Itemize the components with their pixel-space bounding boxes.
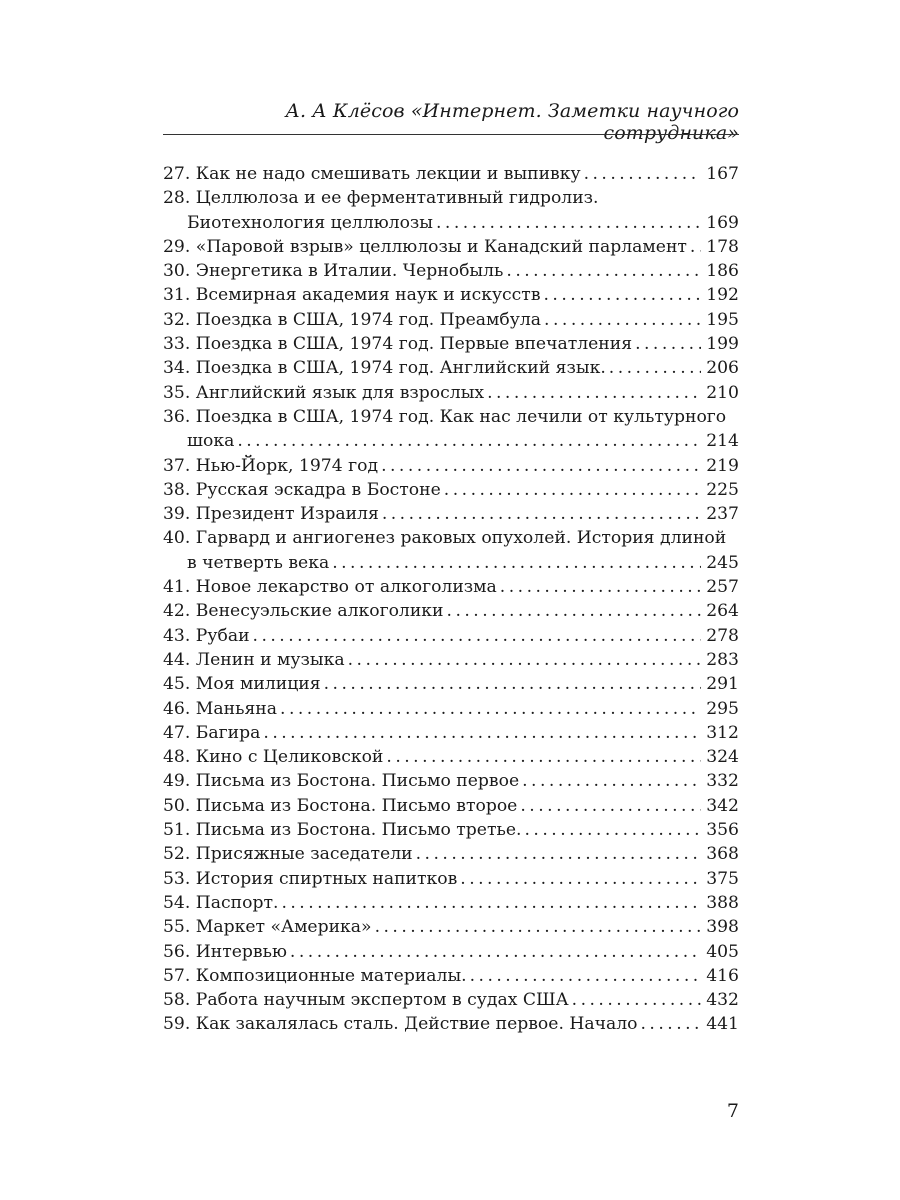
toc-entry xyxy=(163,964,739,988)
toc-entry xyxy=(163,648,739,672)
toc-entry-title: 54. Паспорт. xyxy=(163,892,279,913)
toc-entry-title: 32. Поездка в США, 1974 год. Преамбула xyxy=(163,309,542,330)
toc-entry xyxy=(163,988,739,1012)
page-number: 7 xyxy=(726,1100,739,1122)
toc-entry-title: 47. Багира xyxy=(163,722,261,743)
dot-leader xyxy=(253,624,702,648)
dot-leader xyxy=(544,308,701,332)
dot-leader xyxy=(524,818,701,842)
toc-entry-title: 27. Как не надо смешивать лекции и выпивку xyxy=(163,164,581,184)
dot-leader xyxy=(487,381,701,405)
toc-entry-page: 375 xyxy=(706,868,739,889)
toc-entry xyxy=(163,454,739,478)
toc-entry-title: 55. Маркет «Америка» xyxy=(163,917,372,938)
toc-entry-page: 291 xyxy=(706,674,739,695)
toc-entry xyxy=(163,381,739,405)
toc-entry-page: 225 xyxy=(706,479,739,500)
toc-entry-page: 342 xyxy=(706,795,739,816)
toc-entry-title: 48. Кино с Целиковской xyxy=(163,747,384,768)
toc-entry xyxy=(163,769,739,793)
toc-entry xyxy=(163,940,739,964)
toc-entry xyxy=(163,599,739,623)
toc-entry-page: 416 xyxy=(706,965,739,986)
toc-entry xyxy=(163,842,739,866)
dot-leader xyxy=(263,721,701,745)
toc-entry xyxy=(163,891,739,915)
toc-entry xyxy=(163,745,739,769)
dot-leader xyxy=(506,259,701,283)
toc-entry-title: 44. Ленин и музыка xyxy=(163,649,345,670)
toc-entry-title: 58. Работа научным экспертом в судах США xyxy=(163,990,569,1011)
dot-leader xyxy=(641,1012,702,1036)
toc-entry xyxy=(163,575,739,599)
toc-entry-title: 59. Как закалялась сталь. Действие первое. Начало xyxy=(163,1014,638,1035)
dot-leader xyxy=(544,283,702,307)
toc-entry-title: 41. Новое лекарство от алкоголизма xyxy=(163,577,497,598)
table-of-contents xyxy=(163,162,739,1037)
toc-entry-page: 206 xyxy=(706,358,739,379)
toc-entry-page: 283 xyxy=(706,649,739,670)
toc-entry-page: 210 xyxy=(706,382,739,403)
toc-entry-title: 52. Присяжные заседатели xyxy=(163,844,413,865)
toc-entry xyxy=(163,332,739,356)
dot-leader xyxy=(290,940,701,964)
running-header: А. А Клёсов «Интернет. Заметки научного сотрудника» xyxy=(285,100,739,144)
toc-entry xyxy=(163,672,739,696)
dot-leader xyxy=(520,794,701,818)
toc-entry-title: 33. Поездка в США, 1974 год. Первые впечатления xyxy=(163,334,633,355)
toc-entry xyxy=(163,308,739,332)
toc-entry-page: 332 xyxy=(706,771,739,792)
dot-leader xyxy=(280,697,701,721)
dot-leader xyxy=(375,915,702,939)
toc-entry-title: 42. Венесуэльские алкоголики xyxy=(163,601,444,622)
toc-entry-title: 35. Английский язык для взрослых xyxy=(163,382,485,403)
toc-entry xyxy=(163,721,739,745)
toc-entry-title: 43. Рубаи xyxy=(163,625,250,646)
toc-entry xyxy=(163,697,739,721)
toc-entry-page: 324 xyxy=(706,747,739,768)
toc-entry-title: Биотехнология целлюлозы xyxy=(187,212,433,233)
toc-entry-title-line: 36. Поездка в США, 1974 год. Как нас лечили от культурного xyxy=(163,406,727,427)
toc-entry-page: 405 xyxy=(706,941,739,962)
toc-entry xyxy=(163,502,739,526)
toc-entry-page: 441 xyxy=(706,1014,739,1035)
toc-entry-title: 29. «Паровой взрыв» целлюлозы и Канадский парламент xyxy=(163,236,687,257)
toc-entry-title: 49. Письма из Бостона. Письмо первое xyxy=(163,771,520,792)
toc-entry-title: 39. Президент Израиля xyxy=(163,504,379,525)
dot-leader xyxy=(447,599,702,623)
dot-leader xyxy=(416,842,702,866)
toc-entry-page: 167 xyxy=(706,164,739,184)
toc-entry-title: 51. Письма из Бостона. Письмо третье. xyxy=(163,820,522,841)
dot-leader xyxy=(381,454,701,478)
dot-leader xyxy=(436,211,701,235)
toc-entry-page: 237 xyxy=(706,504,739,525)
toc-entry xyxy=(163,818,739,842)
toc-entry-page: 192 xyxy=(706,285,739,306)
dot-leader xyxy=(690,235,701,259)
toc-entry-page: 432 xyxy=(706,990,739,1011)
toc-entry xyxy=(163,186,739,235)
toc-entry xyxy=(163,624,739,648)
toc-entry-title: 46. Маньяна xyxy=(163,698,278,719)
toc-entry xyxy=(163,405,739,454)
toc-entry-title: 53. История спиртных напитков xyxy=(163,868,458,889)
toc-entry-page: 186 xyxy=(706,261,739,282)
toc-entry-page: 295 xyxy=(706,698,739,719)
toc-entry-page: 195 xyxy=(706,309,739,330)
dot-leader xyxy=(386,745,701,769)
toc-entry-page: 398 xyxy=(706,917,739,938)
dot-leader xyxy=(460,867,701,891)
toc-entry-title: 34. Поездка в США, 1974 год. Английский язык. xyxy=(163,358,606,379)
toc-entry-title: 38. Русская эскадра в Бостоне xyxy=(163,479,441,500)
dot-leader xyxy=(635,332,701,356)
dot-leader xyxy=(470,964,702,988)
toc-entry-title: 50. Письма из Бостона. Письмо второе xyxy=(163,795,518,816)
toc-entry-page: 169 xyxy=(706,212,739,233)
toc-entry xyxy=(163,235,739,259)
toc-entry-title: 56. Интервью xyxy=(163,941,287,962)
dot-leader xyxy=(584,162,702,186)
toc-entry xyxy=(163,867,739,891)
toc-entry-title: 37. Нью-Йорк, 1974 год xyxy=(163,455,379,476)
dot-leader xyxy=(324,672,702,696)
toc-entry xyxy=(163,259,739,283)
header-divider xyxy=(163,134,739,135)
toc-entry-page: 214 xyxy=(706,431,739,452)
toc-entry-page: 368 xyxy=(706,844,739,865)
toc-entry-title: шока xyxy=(187,431,235,452)
dot-leader xyxy=(348,648,702,672)
toc-entry xyxy=(163,356,739,380)
dot-leader xyxy=(572,988,702,1012)
toc-entry-page: 264 xyxy=(706,601,739,622)
toc-entry-page: 356 xyxy=(706,820,739,841)
dot-leader xyxy=(281,891,701,915)
toc-entry xyxy=(163,1012,739,1036)
toc-entry-title: 30. Энергетика в Италии. Чернобыль xyxy=(163,261,504,282)
toc-entry xyxy=(163,283,739,307)
toc-entry-page: 199 xyxy=(706,334,739,355)
toc-entry xyxy=(163,478,739,502)
toc-entry-page: 178 xyxy=(706,236,739,257)
dot-leader xyxy=(522,769,701,793)
toc-entry xyxy=(163,915,739,939)
toc-entry-page: 388 xyxy=(706,892,739,913)
toc-entry-page: 219 xyxy=(706,455,739,476)
toc-entry xyxy=(163,162,739,186)
toc-entry-title: в четверть века xyxy=(187,552,330,573)
toc-entry-page: 257 xyxy=(706,577,739,598)
toc-entry-title-line: 28. Целлюлоза и ее ферментативный гидролиз. xyxy=(163,188,599,209)
toc-entry-title: 57. Композиционные материалы. xyxy=(163,965,467,986)
dot-leader xyxy=(609,356,701,380)
dot-leader xyxy=(500,575,701,599)
toc-entry xyxy=(163,794,739,818)
dot-leader xyxy=(237,429,701,453)
toc-entry-page: 278 xyxy=(706,625,739,646)
toc-entry xyxy=(163,526,739,575)
toc-entry-page: 245 xyxy=(706,552,739,573)
dot-leader xyxy=(444,478,701,502)
toc-entry-title: 45. Моя милиция xyxy=(163,674,321,695)
dot-leader xyxy=(332,551,701,575)
toc-entry-title: 31. Всемирная академия наук и искусств xyxy=(163,285,541,306)
toc-entry-title-line: 40. Гарвард и ангиогенез раковых опухолей. История длиной xyxy=(163,528,727,549)
toc-entry-page: 312 xyxy=(706,722,739,743)
dot-leader xyxy=(382,502,701,526)
